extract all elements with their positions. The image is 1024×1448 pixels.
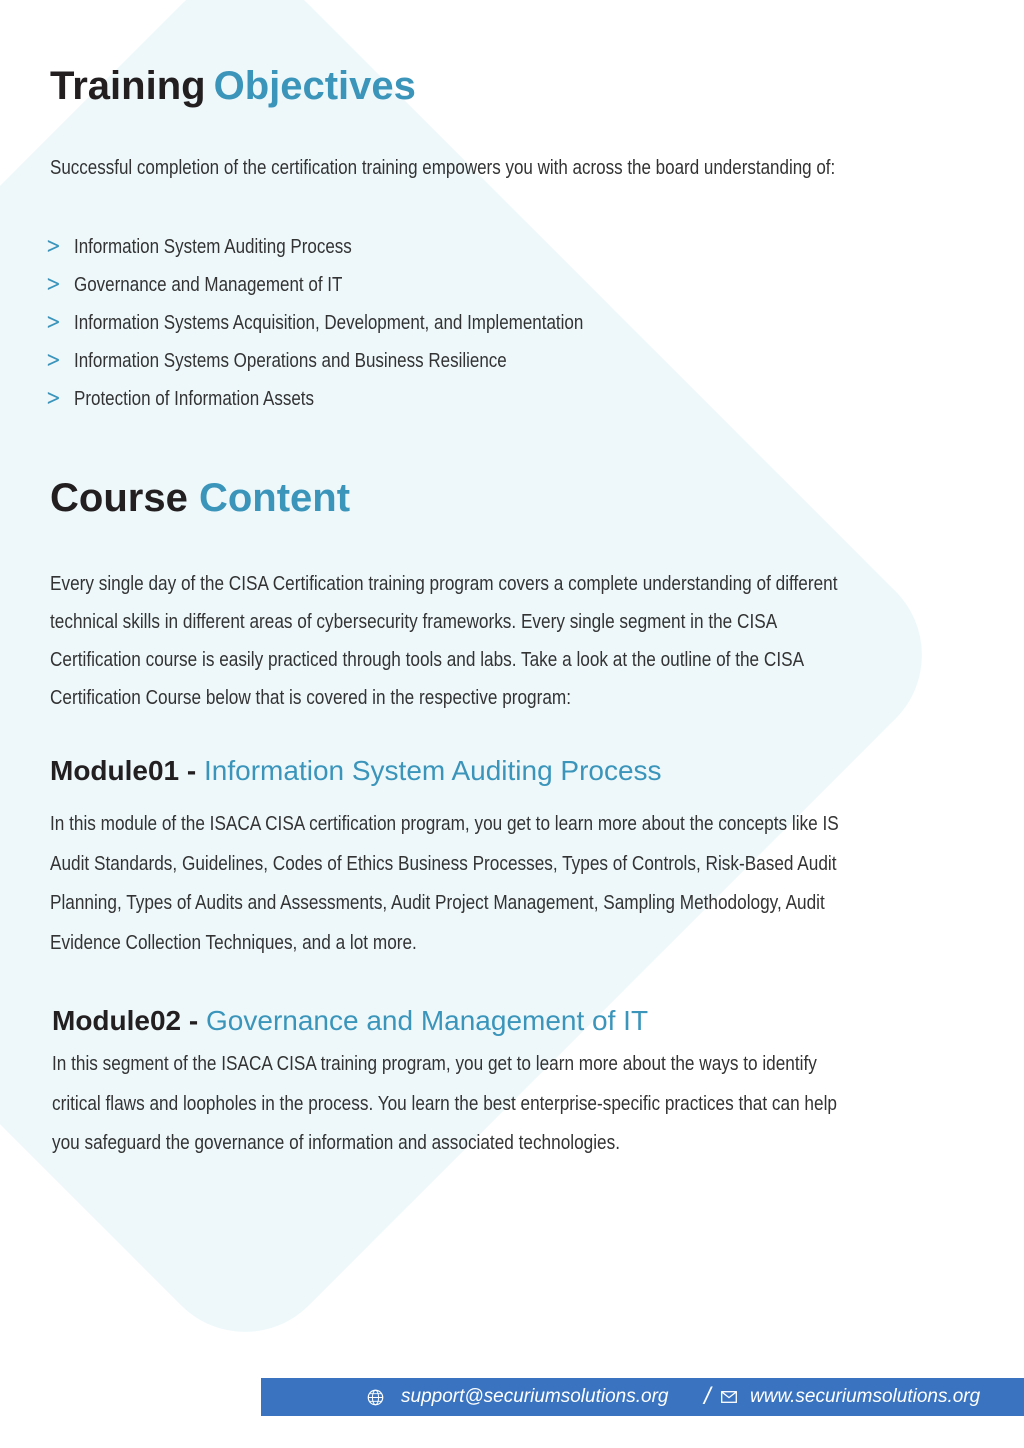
module-02-heading	[52, 1004, 648, 1038]
course-intro-paragraph	[50, 565, 837, 717]
support-email-link[interactable]: support@securiumsolutions.org	[401, 1386, 669, 1407]
objective-item	[46, 342, 673, 380]
module-name: Governance and Management of IT	[206, 1005, 649, 1036]
objective-text: Information Systems Acquisition, Development, and Implementation	[74, 311, 584, 334]
title-main-word: Course	[50, 476, 188, 520]
title-accent-word: Objectives	[213, 64, 416, 108]
training-intro-text: Successful completion of the certification training empowers you with across the board understanding of:	[50, 157, 836, 179]
title-accent-word: Content	[198, 476, 351, 520]
paragraph-line: Audit Standards, Guidelines, Codes of Ethics Business Processes, Types of Controls, Risk-Based Audit	[50, 852, 837, 875]
module-label: Module02 -	[52, 1005, 199, 1036]
paragraph-line: critical flaws and loopholes in the process. You learn the best enterprise-specific practices that can help	[52, 1092, 837, 1115]
training-objectives-title	[50, 62, 416, 110]
objective-item	[46, 380, 673, 418]
mail-icon	[721, 1391, 737, 1403]
module-label: Module01 -	[50, 755, 197, 786]
title-main-word: Training	[50, 64, 206, 108]
paragraph-line: Evidence Collection Techniques, and a lot more.	[50, 931, 417, 954]
module-01-description	[50, 805, 839, 963]
objective-text: Information System Auditing Process	[74, 235, 352, 258]
module-01-heading	[50, 754, 662, 788]
paragraph-line: Planning, Types of Audits and Assessments, Audit Project Management, Sampling Methodology, Audit	[50, 892, 825, 914]
module-name: Information System Auditing Process	[204, 755, 662, 786]
paragraph-line: you safeguard the governance of information and associated technologies.	[52, 1132, 620, 1154]
objective-text: Protection of Information Assets	[74, 387, 315, 410]
chevron-right-icon: >	[46, 310, 61, 335]
paragraph-line: technical skills in different areas of cybersecurity frameworks. Every single segment in the CISA	[50, 611, 778, 633]
module-02-description	[52, 1045, 837, 1164]
chevron-right-icon: >	[46, 348, 61, 373]
website-link[interactable]: www.securiumsolutions.org	[750, 1386, 981, 1407]
paragraph-line: Certification course is easily practiced through tools and labs. Take a look at the outline of the CISA	[50, 649, 805, 671]
objectives-list	[46, 228, 673, 418]
chevron-right-icon: >	[46, 386, 61, 411]
objective-item	[46, 266, 673, 304]
chevron-right-icon: >	[46, 272, 61, 297]
chevron-right-icon: >	[46, 234, 61, 259]
paragraph-line: Certification Course below that is covered in the respective program:	[50, 687, 572, 709]
paragraph-line: In this segment of the ISACA CISA training program, you get to learn more about the ways to identify	[52, 1053, 817, 1075]
footer-contact-bar	[261, 1378, 1024, 1416]
course-content-title	[50, 474, 350, 522]
globe-icon	[367, 1389, 384, 1406]
objective-item	[46, 304, 673, 342]
paragraph-line: Every single day of the CISA Certification training program covers a complete understanding of different	[50, 573, 838, 595]
objective-item	[46, 228, 673, 266]
paragraph-line: In this module of the ISACA CISA certification program, you get to learn more about the concepts like IS	[50, 813, 839, 835]
objective-text: Governance and Management of IT	[74, 273, 343, 296]
footer-separator: /	[704, 1383, 711, 1410]
objective-text: Information Systems Operations and Business Resilience	[74, 349, 507, 372]
